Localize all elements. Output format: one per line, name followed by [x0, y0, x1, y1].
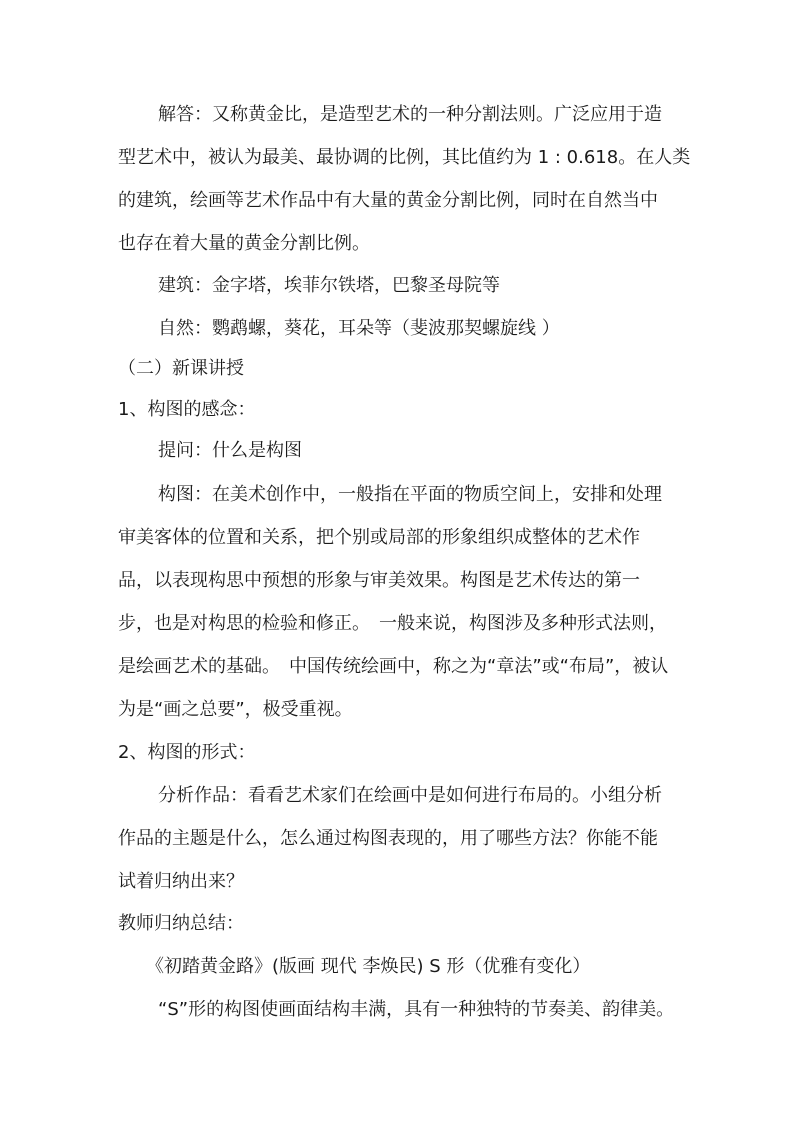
- question-line: 提问：什么是构图: [158, 440, 302, 461]
- composition-line-3: 品，以表现构思中预想的形象与审美效果。构图是艺术传达的第一: [118, 570, 640, 591]
- section-new-lesson: （二）新课讲授: [118, 358, 244, 379]
- answer-line-1: 解答：又称黄金比，是造型艺术的一种分割法则。广泛应用于造: [158, 104, 662, 125]
- heading-composition-forms: 2、构图的形式：: [118, 742, 256, 763]
- s-shape-line: “S”形的构图使画面结构丰满，具有一种独特的节奏美、韵律美。: [158, 999, 675, 1020]
- answer-line-4: 也存在着大量的黄金分割比例。: [118, 233, 370, 254]
- composition-line-6: 为是“画之总要”，极受重视。: [118, 699, 353, 720]
- heading-composition-concept: 1、构图的感念：: [118, 399, 256, 420]
- analysis-line-2: 作品的主题是什么，怎么通过构图表现的，用了哪些方法？你能不能: [118, 828, 658, 849]
- composition-line-4: 步，也是对构思的检验和修正。 一般来说，构图涉及多种形式法则，: [118, 613, 667, 634]
- answer-line-3: 的建筑，绘画等艺术作品中有大量的黄金分割比例，同时在自然当中: [118, 190, 658, 211]
- architecture-line: 建筑：金字塔，埃菲尔铁塔，巴黎圣母院等: [158, 275, 500, 296]
- composition-line-5: 是绘画艺术的基础。 中国传统绘画中，称之为“章法”或“布局”，被认: [118, 656, 669, 677]
- nature-line: 自然：鹦鹉螺，葵花，耳朵等（斐波那契螺旋线 ）: [158, 318, 560, 339]
- composition-line-2: 审美客体的位置和关系，把个别或局部的形象组织成整体的艺术作: [118, 527, 640, 548]
- analysis-line-3: 试着归纳出来？: [118, 871, 244, 892]
- artwork-line: 《初踏黄金路》(版画 现代 李焕民) S 形（优雅有变化）: [146, 956, 591, 977]
- answer-line-2: 型艺术中，被认为最美、最协调的比例，其比值约为 1 : 0.618。在人类: [118, 147, 691, 168]
- teacher-summary-heading: 教师归纳总结：: [118, 913, 244, 934]
- composition-line-1: 构图：在美术创作中，一般指在平面的物质空间上，安排和处理: [158, 484, 662, 505]
- analysis-line-1: 分析作品：看看艺术家们在绘画中是如何进行布局的。小组分析: [158, 785, 662, 806]
